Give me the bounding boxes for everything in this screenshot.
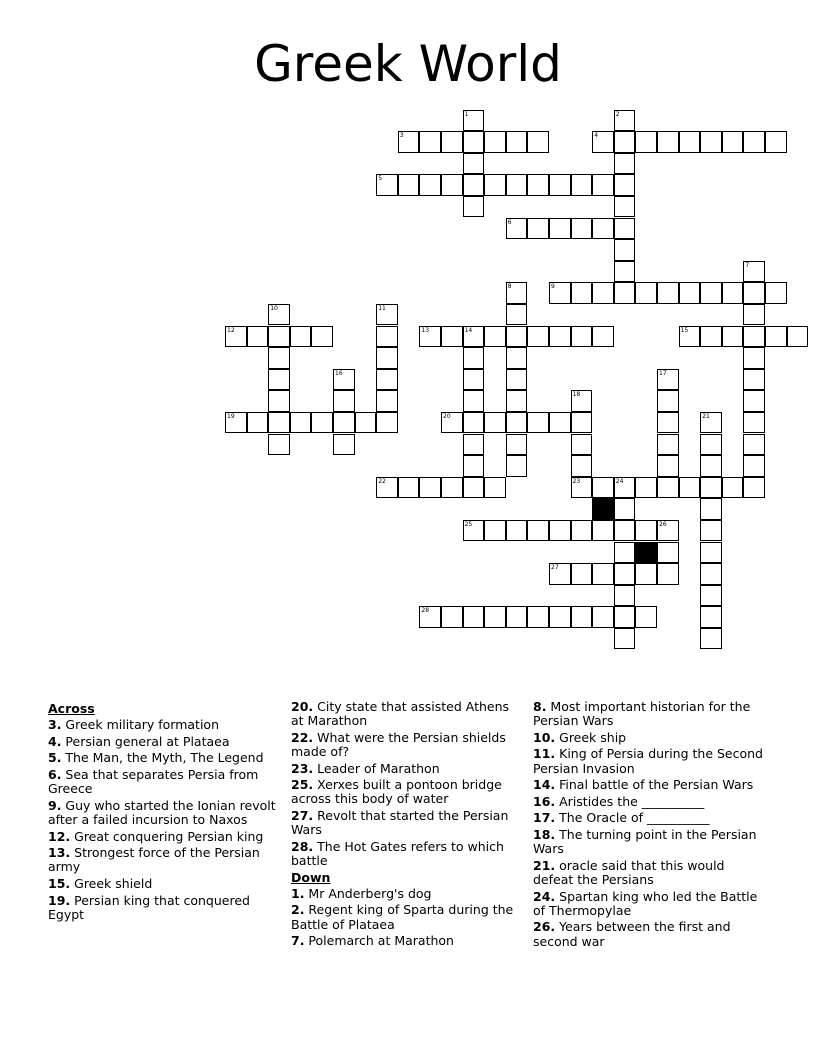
clue-text: Polemarch at Marathon: [304, 933, 454, 949]
clue-number: 19: [227, 412, 235, 420]
grid-cell[interactable]: [571, 606, 593, 628]
down-header: Down: [291, 869, 331, 885]
grid-cell[interactable]: [700, 542, 722, 564]
clue-item: [48, 735, 278, 749]
clue-number-label: 22.: [291, 729, 314, 745]
grid-cell[interactable]: [376, 347, 398, 369]
clue-item: [48, 718, 278, 732]
grid-cell[interactable]: [506, 455, 528, 477]
grid-cell[interactable]: [571, 218, 593, 240]
grid-cell[interactable]: [506, 434, 528, 456]
grid-cell[interactable]: [614, 498, 636, 520]
grid-cell[interactable]: [657, 434, 679, 456]
grid-cell[interactable]: [571, 326, 593, 348]
clue-number: 27: [551, 564, 559, 572]
grid-cell[interactable]: [463, 434, 485, 456]
clue-text: Revolt that started the Persian Wars: [291, 807, 509, 838]
clue-number: 8: [507, 283, 512, 291]
clue-number-label: 7.: [291, 933, 305, 949]
grid-cell[interactable]: [743, 326, 765, 348]
grid-cell[interactable]: [657, 542, 679, 564]
grid-cell[interactable]: [657, 563, 679, 585]
clue-number: 2: [615, 110, 620, 118]
grid-cell[interactable]: [506, 520, 528, 542]
grid-cell[interactable]: [614, 153, 636, 175]
grid-cell[interactable]: [549, 174, 571, 196]
grid-cell[interactable]: [484, 326, 506, 348]
clue-number: 21: [702, 412, 710, 420]
clue-number-label: 8.: [533, 699, 547, 714]
clue-item: [48, 768, 278, 796]
grid-cell[interactable]: [506, 304, 528, 326]
clue-number: 23: [572, 477, 581, 485]
grid-cell[interactable]: [743, 455, 765, 477]
clue-number-label: 9.: [48, 797, 62, 813]
grid-cell[interactable]: [247, 412, 269, 434]
clue-number: 11: [378, 304, 386, 312]
grid-cell[interactable]: [743, 304, 765, 326]
clue-item: [533, 828, 768, 856]
grid-cell[interactable]: [463, 606, 485, 628]
grid-cell[interactable]: [592, 282, 614, 304]
grid-cell[interactable]: [247, 326, 269, 348]
clue-item: [533, 778, 768, 792]
grid-cell[interactable]: [527, 174, 549, 196]
grid-cell[interactable]: [463, 131, 485, 153]
grid-cell[interactable]: [484, 174, 506, 196]
grid-cell[interactable]: [571, 455, 593, 477]
clue-item: [48, 799, 278, 827]
grid-cell[interactable]: [657, 282, 679, 304]
clue-number-label: 1.: [291, 885, 305, 901]
grid-cell[interactable]: [441, 606, 463, 628]
clue-number: 20: [443, 412, 451, 420]
grid-cell[interactable]: [765, 326, 787, 348]
grid-cell[interactable]: [614, 563, 636, 585]
grid-cell[interactable]: [463, 369, 485, 391]
clue-item: [533, 920, 768, 948]
clue-text: Regent king of Sparta during the Battle of Plataea: [291, 902, 514, 932]
clue-item: [291, 840, 521, 868]
grid-cell[interactable]: [311, 326, 333, 348]
grid-cell[interactable]: [614, 520, 636, 542]
clue-text: Strongest force of the Persian army: [48, 845, 260, 875]
clue-item: [291, 809, 521, 837]
clue-number-label: 23.: [291, 760, 314, 776]
clue-number: 9: [551, 283, 555, 291]
clue-number-label: 13.: [48, 845, 71, 861]
grid-cell[interactable]: [506, 606, 528, 628]
clue-number-label: 6.: [48, 766, 62, 782]
grid-cell[interactable]: [333, 434, 355, 456]
clue-text: Greek military formation: [61, 717, 219, 733]
grid-cell[interactable]: [635, 477, 657, 499]
grid-cell[interactable]: [463, 174, 485, 196]
clue-number: 26: [659, 520, 667, 528]
clue-item: [533, 700, 768, 728]
grid-cell[interactable]: [592, 477, 614, 499]
grid-cell[interactable]: [743, 390, 765, 412]
grid-cell[interactable]: [614, 261, 636, 283]
clue-item: [533, 859, 768, 887]
clue-number-label: 5.: [48, 750, 62, 766]
grid-cell[interactable]: [592, 520, 614, 542]
grid-cell[interactable]: [441, 477, 463, 499]
grid-cell[interactable]: [419, 131, 441, 153]
grid-cell[interactable]: [268, 412, 290, 434]
clue-number: 12: [227, 326, 235, 334]
grid-cell[interactable]: [700, 434, 722, 456]
grid-cell[interactable]: [506, 174, 528, 196]
grid-cell[interactable]: [614, 174, 636, 196]
grid-cell[interactable]: [614, 628, 636, 650]
clue-text: Most important historian for the Persian Wars: [533, 699, 751, 729]
clue-item: [291, 762, 521, 776]
grid-cell[interactable]: [592, 174, 614, 196]
grid-cell[interactable]: [571, 174, 593, 196]
clue-number-label: 20.: [291, 699, 314, 714]
grid-cell[interactable]: [743, 369, 765, 391]
clue-number-label: 11.: [533, 746, 556, 762]
clue-text: Great conquering Persian king: [70, 828, 264, 844]
grid-cell[interactable]: [268, 390, 290, 412]
grid-cell[interactable]: [635, 131, 657, 153]
grid-cell[interactable]: [549, 520, 571, 542]
grid-cell[interactable]: [376, 390, 398, 412]
grid-cell[interactable]: [657, 131, 679, 153]
clue-text: Mr Anderberg's dog: [304, 885, 432, 901]
clues-across-column-1: [48, 700, 278, 924]
grid-cell[interactable]: [506, 347, 528, 369]
grid-cell[interactable]: [700, 477, 722, 499]
grid-cell[interactable]: [549, 606, 571, 628]
clue-text: Aristides the __________: [555, 793, 705, 809]
grid-cell[interactable]: [463, 196, 485, 218]
clue-number-label: 21.: [533, 857, 556, 873]
grid-cell[interactable]: [614, 282, 636, 304]
grid-cell[interactable]: [657, 455, 679, 477]
clue-item: [291, 731, 521, 759]
grid-cell[interactable]: [743, 412, 765, 434]
grid-cell[interactable]: [614, 542, 636, 564]
grid-cell[interactable]: [441, 174, 463, 196]
clue-item: [48, 877, 278, 891]
grid-cell[interactable]: [268, 347, 290, 369]
grid-cell[interactable]: [700, 282, 722, 304]
grid-cell[interactable]: [700, 563, 722, 585]
clue-number-label: 3.: [48, 717, 62, 733]
grid-cell[interactable]: [765, 282, 787, 304]
grid-cell[interactable]: [311, 412, 333, 434]
clue-item: [48, 830, 278, 844]
grid-cell[interactable]: [549, 412, 571, 434]
clues-down-column-3: [533, 700, 768, 951]
grid-cell[interactable]: [635, 520, 657, 542]
clue-item: [533, 890, 768, 918]
grid-cell[interactable]: [484, 606, 506, 628]
clue-item: [291, 887, 521, 901]
grid-cell[interactable]: [614, 218, 636, 240]
grid-cell[interactable]: [527, 606, 549, 628]
grid-cell[interactable]: [700, 628, 722, 650]
clue-text: The Hot Gates refers to which battle: [291, 838, 504, 868]
grid-cell[interactable]: [290, 326, 312, 348]
clue-number-label: 19.: [48, 892, 71, 908]
grid-cell[interactable]: [722, 477, 744, 499]
clue-number-label: 12.: [48, 828, 71, 844]
clue-text: The Man, the Myth, The Legend: [61, 750, 264, 766]
clue-number: 6: [507, 218, 512, 226]
grid-cell[interactable]: [549, 326, 571, 348]
clue-number: 14: [464, 326, 473, 334]
clue-number: 3: [399, 132, 404, 140]
grid-cell[interactable]: [700, 606, 722, 628]
grid-cell[interactable]: [592, 326, 614, 348]
grid-cell[interactable]: [376, 369, 398, 391]
clue-text: Guy who started the Ionian revolt after a failed incursion to Naxos: [48, 797, 276, 827]
clue-text: Years between the first and second war: [533, 919, 731, 949]
grid-cell[interactable]: [376, 412, 398, 434]
clue-text: Greek ship: [555, 729, 627, 745]
clue-text: What were the Persian shields made of?: [291, 729, 506, 759]
grid-cell[interactable]: [700, 520, 722, 542]
grid-cell[interactable]: [657, 412, 679, 434]
clue-number: 4: [594, 132, 599, 140]
grid-cell[interactable]: [722, 326, 744, 348]
grid-cell[interactable]: [419, 174, 441, 196]
clue-text: City state that assisted Athens at Marathon: [291, 699, 510, 729]
grid-cell[interactable]: [743, 477, 765, 499]
clue-number: 15: [680, 326, 689, 334]
grid-cell[interactable]: [506, 390, 528, 412]
grid-cell[interactable]: [592, 606, 614, 628]
clue-text: Leader of Marathon: [313, 760, 440, 776]
grid-cell[interactable]: [463, 390, 485, 412]
clue-text: King of Persia during the Second Persian Invasion: [533, 746, 763, 776]
clue-item: [291, 700, 521, 728]
clue-number: 16: [335, 369, 343, 377]
grid-cell[interactable]: [635, 563, 657, 585]
grid-cell[interactable]: [419, 477, 441, 499]
clue-text: The Oracle of __________: [555, 810, 710, 826]
grid-cell[interactable]: [700, 326, 722, 348]
clue-number-label: 16.: [533, 793, 556, 809]
grid-cell[interactable]: [527, 520, 549, 542]
clue-number-label: 14.: [533, 777, 556, 793]
grid-cell[interactable]: [355, 412, 377, 434]
grid-cell[interactable]: [571, 520, 593, 542]
clue-number: 17: [659, 369, 667, 377]
clue-number: 13: [421, 326, 430, 334]
clue-number: 7: [745, 261, 750, 269]
clue-text: The turning point in the Persian Wars: [533, 826, 757, 857]
clue-text: Persian king that conquered Egypt: [48, 892, 250, 922]
grid-cell[interactable]: [484, 520, 506, 542]
grid-cell[interactable]: [398, 477, 420, 499]
grid-cell[interactable]: [657, 477, 679, 499]
grid-cell[interactable]: [506, 412, 528, 434]
grid-cell[interactable]: [614, 585, 636, 607]
clue-text: Xerxes built a pontoon bridge across this body of water: [291, 777, 502, 807]
grid-cell[interactable]: [441, 326, 463, 348]
clue-item: [48, 894, 278, 922]
grid-cell[interactable]: [484, 131, 506, 153]
grid-cell[interactable]: [268, 369, 290, 391]
grid-cell[interactable]: [635, 282, 657, 304]
grid-cell[interactable]: [484, 477, 506, 499]
grid-cell[interactable]: [571, 563, 593, 585]
grid-cell[interactable]: [592, 218, 614, 240]
clue-number-label: 4.: [48, 733, 62, 749]
clue-number-label: 18.: [533, 826, 556, 842]
clue-text: Spartan king who led the Battle of Thermopylae: [533, 888, 758, 918]
grid-cell[interactable]: [679, 477, 701, 499]
clue-text: Persian general at Plataea: [61, 733, 230, 749]
grid-cell[interactable]: [506, 326, 528, 348]
grid-cell[interactable]: [614, 606, 636, 628]
across-header: Across: [48, 701, 95, 716]
grid-cell[interactable]: [700, 455, 722, 477]
grid-cell[interactable]: [463, 477, 485, 499]
clue-number-label: 26.: [533, 919, 556, 935]
grid-cell[interactable]: [527, 326, 549, 348]
clue-text: oracle said that this would defeat the Persians: [533, 857, 725, 887]
grid-cell[interactable]: [787, 326, 809, 348]
grid-cell[interactable]: [268, 434, 290, 456]
clue-number-label: 27.: [291, 807, 314, 823]
clue-number: 25: [464, 520, 473, 528]
clue-number: 28: [421, 607, 430, 615]
clue-number: 24: [615, 477, 624, 485]
grid-cell[interactable]: [571, 282, 593, 304]
grid-cell[interactable]: [333, 390, 355, 412]
grid-cell[interactable]: [765, 131, 787, 153]
grid-cell[interactable]: [484, 412, 506, 434]
grid-cell[interactable]: [463, 412, 485, 434]
grid-cell[interactable]: [268, 326, 290, 348]
clue-number: 18: [572, 391, 581, 399]
puzzle-title: Greek World: [254, 35, 562, 93]
clues-column-2: [291, 700, 521, 951]
grid-cell[interactable]: [571, 434, 593, 456]
clue-item: [48, 751, 278, 765]
grid-cell[interactable]: [700, 585, 722, 607]
clue-number: 5: [378, 175, 383, 183]
grid-cell[interactable]: [549, 218, 571, 240]
grid-cell[interactable]: [527, 131, 549, 153]
clue-item: [291, 778, 521, 806]
clue-text: Final battle of the Persian Wars: [555, 777, 754, 793]
grid-cell[interactable]: [743, 282, 765, 304]
clue-text: Greek shield: [70, 875, 153, 891]
clue-item: [533, 795, 768, 809]
grid-cell[interactable]: [290, 412, 312, 434]
grid-cell[interactable]: [506, 369, 528, 391]
clue-number: 1: [464, 110, 469, 118]
grid-cell[interactable]: [571, 412, 593, 434]
clue-item: [291, 934, 521, 948]
grid-cell[interactable]: [700, 131, 722, 153]
grid-cell[interactable]: [463, 347, 485, 369]
clue-item: [533, 731, 768, 745]
black-square: [592, 498, 614, 520]
grid-cell[interactable]: [679, 131, 701, 153]
clue-number-label: 15.: [48, 875, 71, 891]
grid-cell[interactable]: [614, 239, 636, 261]
clue-number-label: 2.: [291, 902, 305, 918]
clue-number-label: 17.: [533, 810, 556, 826]
clue-number-label: 24.: [533, 888, 556, 904]
grid-cell[interactable]: [441, 131, 463, 153]
black-square: [635, 542, 657, 564]
grid-cell[interactable]: [722, 131, 744, 153]
clue-number: 22: [378, 477, 386, 485]
grid-cell[interactable]: [743, 131, 765, 153]
grid-cell[interactable]: [398, 174, 420, 196]
grid-cell[interactable]: [527, 412, 549, 434]
grid-cell[interactable]: [635, 606, 657, 628]
grid-cell[interactable]: [700, 498, 722, 520]
grid-cell[interactable]: [614, 196, 636, 218]
clue-text: Sea that separates Persia from Greece: [48, 766, 259, 797]
grid-cell[interactable]: [527, 218, 549, 240]
grid-cell[interactable]: [679, 282, 701, 304]
grid-cell[interactable]: [743, 347, 765, 369]
clue-item: [533, 811, 768, 825]
grid-cell[interactable]: [463, 153, 485, 175]
clue-number-label: 10.: [533, 729, 556, 745]
clue-item: [48, 846, 278, 874]
grid-cell[interactable]: [506, 131, 528, 153]
clue-number-label: 25.: [291, 777, 314, 793]
grid-cell[interactable]: [722, 282, 744, 304]
grid-cell[interactable]: [592, 563, 614, 585]
grid-cell[interactable]: [333, 412, 355, 434]
clue-number: 10: [270, 304, 278, 312]
clue-item: [291, 903, 521, 931]
grid-cell[interactable]: [614, 131, 636, 153]
grid-cell[interactable]: [463, 455, 485, 477]
grid-cell[interactable]: [657, 390, 679, 412]
clue-number-label: 28.: [291, 838, 314, 854]
grid-cell[interactable]: [376, 326, 398, 348]
grid-cell[interactable]: [743, 434, 765, 456]
clue-item: [533, 747, 768, 775]
